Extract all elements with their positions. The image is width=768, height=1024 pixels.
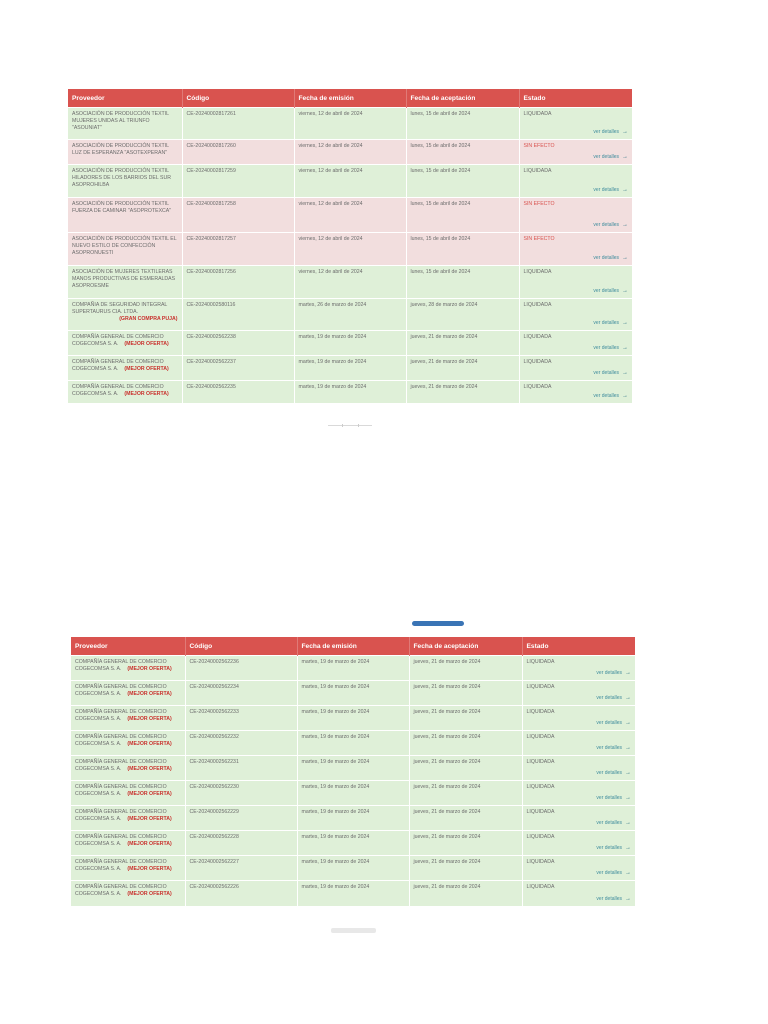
header-proveedor: Proveedor	[71, 637, 185, 656]
header-fecha-aceptacion: Fecha de aceptación	[409, 637, 522, 656]
proveedor-name: ASOCIACIÓN DE PRODUCCIÓN TEXTIL MUJERES UNIDAS AL TRIUNFO "ASOUNIAT"	[72, 111, 169, 131]
table-row	[71, 806, 635, 831]
proveedor-name: COMPAÑÍA GENERAL DE COMERCIO COGECOMSA S. A.	[72, 384, 164, 397]
cell-estado	[519, 331, 632, 356]
cell-codigo: CE-20240002562227	[185, 856, 297, 881]
cell-fecha-emision: martes, 19 de marzo de 2024	[297, 681, 409, 706]
cell-fecha-aceptacion: jueves, 21 de marzo de 2024	[409, 881, 522, 906]
cell-estado	[519, 356, 632, 381]
cell-estado	[519, 266, 632, 299]
scroll-indicator[interactable]	[412, 621, 464, 626]
ver-detalles-label: ver detalles	[596, 795, 622, 801]
arrow-right-icon: →	[625, 670, 631, 676]
cell-proveedor	[68, 198, 182, 233]
table-row	[71, 731, 635, 756]
table-header	[71, 637, 635, 656]
cell-codigo: CE-20240002562226	[185, 881, 297, 906]
arrow-right-icon: →	[622, 345, 628, 351]
cell-fecha-emision: martes, 19 de marzo de 2024	[297, 881, 409, 906]
ver-detalles-label: ver detalles	[593, 129, 619, 135]
ver-detalles-link[interactable]	[596, 695, 631, 702]
header-codigo: Código	[182, 89, 294, 108]
status-text: LIQUIDADA	[526, 734, 555, 740]
status-text: LIQUIDADA	[526, 884, 555, 890]
proveedor-name: ASOCIACIÓN DE PRODUCCIÓN TEXTIL FUERZA DE CAMINAR "ASOPROTEXCA"	[72, 201, 172, 214]
proveedor-name: COMPAÑÍA GENERAL DE COMERCIO COGECOMSA S. A.	[75, 859, 167, 872]
ver-detalles-label: ver detalles	[596, 745, 622, 751]
procedure-tag: (MEJOR OFERTA)	[127, 791, 172, 797]
arrow-right-icon: →	[622, 320, 628, 326]
pagination-bar[interactable]	[331, 928, 376, 933]
cell-fecha-emision: martes, 19 de marzo de 2024	[294, 331, 406, 356]
status-text: LIQUIDADA	[526, 859, 555, 865]
table-row	[68, 266, 632, 299]
status-text: LIQUIDADA	[526, 809, 555, 815]
cell-fecha-emision: martes, 19 de marzo de 2024	[297, 756, 409, 781]
cell-estado	[519, 140, 632, 165]
arrow-right-icon: →	[622, 129, 628, 135]
cell-codigo: CE-20240002562232	[185, 731, 297, 756]
cell-proveedor	[68, 356, 182, 381]
status-text: LIQUIDADA	[523, 269, 552, 275]
cell-estado	[519, 299, 632, 331]
table-row	[71, 831, 635, 856]
cell-codigo: CE-20240002562236	[185, 656, 297, 681]
contracts-table-1	[68, 89, 632, 403]
cell-proveedor	[71, 881, 185, 906]
proveedor-name: ASOCIACIÓN DE PRODUCCIÓN TEXTIL EL NUEVO ESTILO DE CONFECCIÓN ASOPRONUESTI	[72, 236, 177, 256]
cell-codigo: CE-20240002817261	[182, 108, 294, 140]
cell-proveedor	[71, 806, 185, 831]
cell-fecha-emision: martes, 19 de marzo de 2024	[297, 731, 409, 756]
ver-detalles-label: ver detalles	[596, 720, 622, 726]
cell-estado	[522, 706, 635, 731]
cell-fecha-aceptacion: lunes, 15 de abril de 2024	[406, 233, 519, 266]
header-fecha-aceptacion: Fecha de aceptación	[406, 89, 519, 108]
table-row	[71, 756, 635, 781]
cell-fecha-aceptacion: jueves, 21 de marzo de 2024	[409, 656, 522, 681]
ver-detalles-label: ver detalles	[593, 222, 619, 228]
procedure-tag: (GRAN COMPRA PUJA)	[119, 316, 178, 322]
cell-estado	[519, 108, 632, 140]
cell-codigo: CE-20240002562231	[185, 756, 297, 781]
arrow-right-icon: →	[625, 795, 631, 801]
table-row	[71, 881, 635, 906]
cell-proveedor	[71, 681, 185, 706]
cell-proveedor	[71, 856, 185, 881]
proveedor-name: COMPAÑÍA GENERAL DE COMERCIO COGECOMSA S. A.	[75, 809, 167, 822]
cell-fecha-emision: martes, 26 de marzo de 2024	[294, 299, 406, 331]
ver-detalles-link[interactable]	[596, 795, 631, 802]
cell-fecha-emision: martes, 19 de marzo de 2024	[297, 806, 409, 831]
procedure-tag: (MEJOR OFERTA)	[127, 741, 172, 747]
cell-codigo: CE-20240002562235	[182, 381, 294, 403]
cell-estado	[519, 165, 632, 198]
cell-estado	[522, 856, 635, 881]
contracts-table-2	[71, 637, 635, 906]
procedure-tag: (MEJOR OFERTA)	[127, 816, 172, 822]
cell-proveedor	[71, 706, 185, 731]
cell-fecha-aceptacion: lunes, 15 de abril de 2024	[406, 108, 519, 140]
cell-codigo: CE-20240002562228	[185, 831, 297, 856]
cell-fecha-emision: martes, 19 de marzo de 2024	[297, 831, 409, 856]
cell-estado	[519, 381, 632, 403]
proveedor-name: COMPAÑÍA GENERAL DE COMERCIO COGECOMSA S. A.	[75, 659, 167, 672]
proveedor-name: COMPAÑÍA GENERAL DE COMERCIO COGECOMSA S. A.	[75, 759, 167, 772]
table-header	[68, 89, 632, 108]
cell-codigo: CE-20240002562230	[185, 781, 297, 806]
proveedor-name: COMPAÑIA DE SEGURIDAD INTEGRAL SUPERTAURUS CIA. LTDA.	[72, 302, 168, 315]
arrow-right-icon: →	[622, 222, 628, 228]
cell-fecha-aceptacion: jueves, 28 de marzo de 2024	[406, 299, 519, 331]
status-text: LIQUIDADA	[523, 384, 552, 390]
arrow-right-icon: →	[622, 255, 628, 261]
status-text: SIN EFECTO	[523, 201, 555, 207]
ver-detalles-link[interactable]	[593, 393, 628, 400]
table-row	[71, 706, 635, 731]
table-row	[68, 140, 632, 165]
cell-fecha-aceptacion: jueves, 21 de marzo de 2024	[409, 731, 522, 756]
cell-codigo: CE-20240002817257	[182, 233, 294, 266]
header-fecha-emision: Fecha de emisión	[294, 89, 406, 108]
procedure-tag: (MEJOR OFERTA)	[127, 666, 172, 672]
ver-detalles-label: ver detalles	[593, 345, 619, 351]
proveedor-name: ASOCIACIÓN DE PRODUCCIÓN TEXTIL HILADORES DE LOS BARRIOS DEL SUR ASOPROHILBA	[72, 168, 171, 188]
table-row	[68, 198, 632, 233]
ver-detalles-link[interactable]	[593, 129, 628, 136]
cell-fecha-aceptacion: jueves, 21 de marzo de 2024	[409, 856, 522, 881]
ver-detalles-label: ver detalles	[596, 845, 622, 851]
cell-fecha-emision: martes, 19 de marzo de 2024	[297, 706, 409, 731]
status-text: SIN EFECTO	[523, 236, 555, 242]
arrow-right-icon: →	[622, 370, 628, 376]
cell-proveedor	[68, 108, 182, 140]
cell-codigo: CE-20240002562237	[182, 356, 294, 381]
ver-detalles-label: ver detalles	[596, 820, 622, 826]
cell-proveedor	[68, 381, 182, 403]
cell-fecha-emision: viernes, 12 de abril de 2024	[294, 165, 406, 198]
cell-fecha-emision: viernes, 12 de abril de 2024	[294, 140, 406, 165]
arrow-right-icon: →	[625, 720, 631, 726]
table-row	[71, 656, 635, 681]
proveedor-name: COMPAÑÍA GENERAL DE COMERCIO COGECOMSA S. A.	[72, 334, 164, 347]
ver-detalles-label: ver detalles	[596, 770, 622, 776]
ver-detalles-label: ver detalles	[596, 695, 622, 701]
cell-proveedor	[71, 781, 185, 806]
cell-estado	[522, 756, 635, 781]
table-row	[71, 856, 635, 881]
ver-detalles-link[interactable]	[593, 288, 628, 295]
ver-detalles-link[interactable]	[596, 820, 631, 827]
arrow-right-icon: →	[625, 770, 631, 776]
ver-detalles-label: ver detalles	[596, 670, 622, 676]
table-row	[68, 356, 632, 381]
status-text: LIQUIDADA	[526, 784, 555, 790]
status-text: LIQUIDADA	[523, 111, 552, 117]
cell-proveedor	[71, 756, 185, 781]
ver-detalles-link[interactable]	[596, 720, 631, 727]
status-text: LIQUIDADA	[523, 359, 552, 365]
proveedor-name: COMPAÑÍA GENERAL DE COMERCIO COGECOMSA S. A.	[75, 709, 167, 722]
proveedor-name: ASOCIACIÓN DE PRODUCCIÓN TEXTIL LUZ DE ESPERANZA "ASOTEXPERAN"	[72, 143, 169, 156]
table-body	[68, 108, 632, 403]
arrow-right-icon: →	[625, 820, 631, 826]
proveedor-name: COMPAÑÍA GENERAL DE COMERCIO COGECOMSA S. A.	[72, 359, 164, 372]
ver-detalles-link[interactable]	[593, 222, 628, 229]
cell-proveedor	[68, 266, 182, 299]
cell-proveedor	[71, 731, 185, 756]
status-text: LIQUIDADA	[526, 834, 555, 840]
ver-detalles-label: ver detalles	[593, 320, 619, 326]
ver-detalles-link[interactable]	[596, 845, 631, 852]
table-row	[71, 681, 635, 706]
ver-detalles-label: ver detalles	[593, 154, 619, 160]
ver-detalles-label: ver detalles	[593, 288, 619, 294]
cell-fecha-emision: martes, 19 de marzo de 2024	[297, 856, 409, 881]
cell-codigo: CE-20240002580116	[182, 299, 294, 331]
cell-proveedor	[71, 656, 185, 681]
procedure-tag: (MEJOR OFERTA)	[127, 841, 172, 847]
cell-proveedor	[68, 299, 182, 331]
table-row	[68, 331, 632, 356]
cell-fecha-emision: viernes, 12 de abril de 2024	[294, 108, 406, 140]
cell-estado	[519, 233, 632, 266]
table-row	[68, 165, 632, 198]
cell-fecha-emision: viernes, 12 de abril de 2024	[294, 233, 406, 266]
procedure-tag: (MEJOR OFERTA)	[124, 341, 169, 347]
ver-detalles-link[interactable]	[593, 320, 628, 327]
status-text: LIQUIDADA	[526, 684, 555, 690]
cell-fecha-emision: viernes, 12 de abril de 2024	[294, 198, 406, 233]
header-proveedor: Proveedor	[68, 89, 182, 108]
cell-codigo: CE-20240002817260	[182, 140, 294, 165]
arrow-right-icon: →	[625, 745, 631, 751]
ver-detalles-link[interactable]	[596, 770, 631, 777]
cell-fecha-aceptacion: lunes, 15 de abril de 2024	[406, 266, 519, 299]
arrow-right-icon: →	[625, 845, 631, 851]
procedure-tag: (MEJOR OFERTA)	[124, 366, 169, 372]
proveedor-name: COMPAÑÍA GENERAL DE COMERCIO COGECOMSA S. A.	[75, 834, 167, 847]
cell-estado	[522, 806, 635, 831]
ver-detalles-label: ver detalles	[593, 370, 619, 376]
cell-fecha-aceptacion: jueves, 21 de marzo de 2024	[409, 806, 522, 831]
procedure-tag: (MEJOR OFERTA)	[127, 691, 172, 697]
cell-proveedor	[68, 233, 182, 266]
cell-fecha-emision: martes, 19 de marzo de 2024	[294, 381, 406, 403]
cell-fecha-aceptacion: jueves, 21 de marzo de 2024	[409, 706, 522, 731]
cell-proveedor	[68, 165, 182, 198]
table-row	[71, 781, 635, 806]
procedure-tag: (MEJOR OFERTA)	[127, 766, 172, 772]
cell-codigo: CE-20240002562238	[182, 331, 294, 356]
status-text: LIQUIDADA	[523, 168, 552, 174]
cell-fecha-aceptacion: jueves, 21 de marzo de 2024	[409, 756, 522, 781]
table-row	[68, 299, 632, 331]
cell-estado	[522, 656, 635, 681]
arrow-right-icon: →	[622, 154, 628, 160]
cell-fecha-emision: viernes, 12 de abril de 2024	[294, 266, 406, 299]
proveedor-name: COMPAÑÍA GENERAL DE COMERCIO COGECOMSA S. A.	[75, 684, 167, 697]
cell-fecha-aceptacion: jueves, 21 de marzo de 2024	[409, 831, 522, 856]
procedure-tag: (MEJOR OFERTA)	[127, 866, 172, 872]
header-estado: Estado	[519, 89, 632, 108]
procedure-tag: (MEJOR OFERTA)	[127, 716, 172, 722]
proveedor-name: COMPAÑÍA GENERAL DE COMERCIO COGECOMSA S. A.	[75, 884, 167, 897]
status-text: LIQUIDADA	[526, 709, 555, 715]
ver-detalles-link[interactable]	[596, 870, 631, 877]
cell-estado	[522, 781, 635, 806]
status-text: LIQUIDADA	[523, 334, 552, 340]
header-fecha-emision: Fecha de emisión	[297, 637, 409, 656]
cell-fecha-emision: martes, 19 de marzo de 2024	[297, 781, 409, 806]
status-text: SIN EFECTO	[523, 143, 555, 149]
cell-fecha-emision: martes, 19 de marzo de 2024	[297, 656, 409, 681]
header-codigo: Código	[185, 637, 297, 656]
cell-codigo: CE-20240002817259	[182, 165, 294, 198]
procedure-tag: (MEJOR OFERTA)	[124, 391, 169, 397]
cell-fecha-aceptacion: lunes, 15 de abril de 2024	[406, 140, 519, 165]
cell-codigo: CE-20240002562233	[185, 706, 297, 731]
arrow-right-icon: →	[622, 288, 628, 294]
arrow-right-icon: →	[622, 187, 628, 193]
procedure-tag: (MEJOR OFERTA)	[127, 891, 172, 897]
cell-estado	[522, 881, 635, 906]
cell-proveedor	[68, 140, 182, 165]
cell-proveedor	[71, 831, 185, 856]
cell-fecha-aceptacion: jueves, 21 de marzo de 2024	[409, 781, 522, 806]
ver-detalles-label: ver detalles	[593, 255, 619, 261]
cell-fecha-aceptacion: jueves, 21 de marzo de 2024	[406, 381, 519, 403]
proveedor-name: ASOCIACIÓN DE MUJERES TEXTILERAS MANOS PRODUCTIVAS DE ESMERALDAS ASOPROESME	[72, 269, 176, 289]
header-estado: Estado	[522, 637, 635, 656]
ver-detalles-label: ver detalles	[596, 895, 622, 902]
table-row	[68, 108, 632, 140]
proveedor-name: COMPAÑÍA GENERAL DE COMERCIO COGECOMSA S. A.	[75, 784, 167, 797]
cell-codigo: CE-20240002817256	[182, 266, 294, 299]
ver-detalles-link[interactable]	[593, 187, 628, 194]
cell-fecha-aceptacion: lunes, 15 de abril de 2024	[406, 198, 519, 233]
cell-estado	[522, 831, 635, 856]
cell-fecha-aceptacion: jueves, 21 de marzo de 2024	[409, 681, 522, 706]
proveedor-name: COMPAÑÍA GENERAL DE COMERCIO COGECOMSA S. A.	[75, 734, 167, 747]
arrow-right-icon: →	[625, 895, 631, 902]
cell-estado	[522, 681, 635, 706]
cell-fecha-emision: martes, 19 de marzo de 2024	[294, 356, 406, 381]
status-text: LIQUIDADA	[523, 302, 552, 308]
table-row	[68, 381, 632, 403]
cell-codigo: CE-20240002562234	[185, 681, 297, 706]
cell-estado	[519, 198, 632, 233]
ver-detalles-link[interactable]	[596, 745, 631, 752]
ver-detalles-label: ver detalles	[593, 187, 619, 193]
table-row	[68, 233, 632, 266]
ver-detalles-link[interactable]	[593, 345, 628, 352]
ver-detalles-link[interactable]	[593, 154, 628, 161]
status-text: LIQUIDADA	[526, 659, 555, 665]
table-body	[71, 656, 635, 906]
cell-estado	[522, 731, 635, 756]
cell-fecha-aceptacion: jueves, 21 de marzo de 2024	[406, 356, 519, 381]
ver-detalles-link[interactable]	[593, 255, 628, 262]
cell-codigo: CE-20240002562229	[185, 806, 297, 831]
cell-fecha-aceptacion: jueves, 21 de marzo de 2024	[406, 331, 519, 356]
status-text: LIQUIDADA	[526, 759, 555, 765]
ver-detalles-link[interactable]	[596, 670, 631, 677]
ver-detalles-link[interactable]	[593, 370, 628, 377]
pagination-bar[interactable]	[328, 425, 372, 428]
cell-proveedor	[68, 331, 182, 356]
cell-codigo: CE-20240002817258	[182, 198, 294, 233]
cell-fecha-aceptacion: lunes, 15 de abril de 2024	[406, 165, 519, 198]
ver-detalles-label: ver detalles	[596, 870, 622, 876]
arrow-right-icon: →	[625, 870, 631, 876]
ver-detalles-link[interactable]	[596, 896, 631, 903]
ver-detalles-label: ver detalles	[593, 392, 619, 399]
arrow-right-icon: →	[622, 392, 628, 399]
arrow-right-icon: →	[625, 695, 631, 701]
